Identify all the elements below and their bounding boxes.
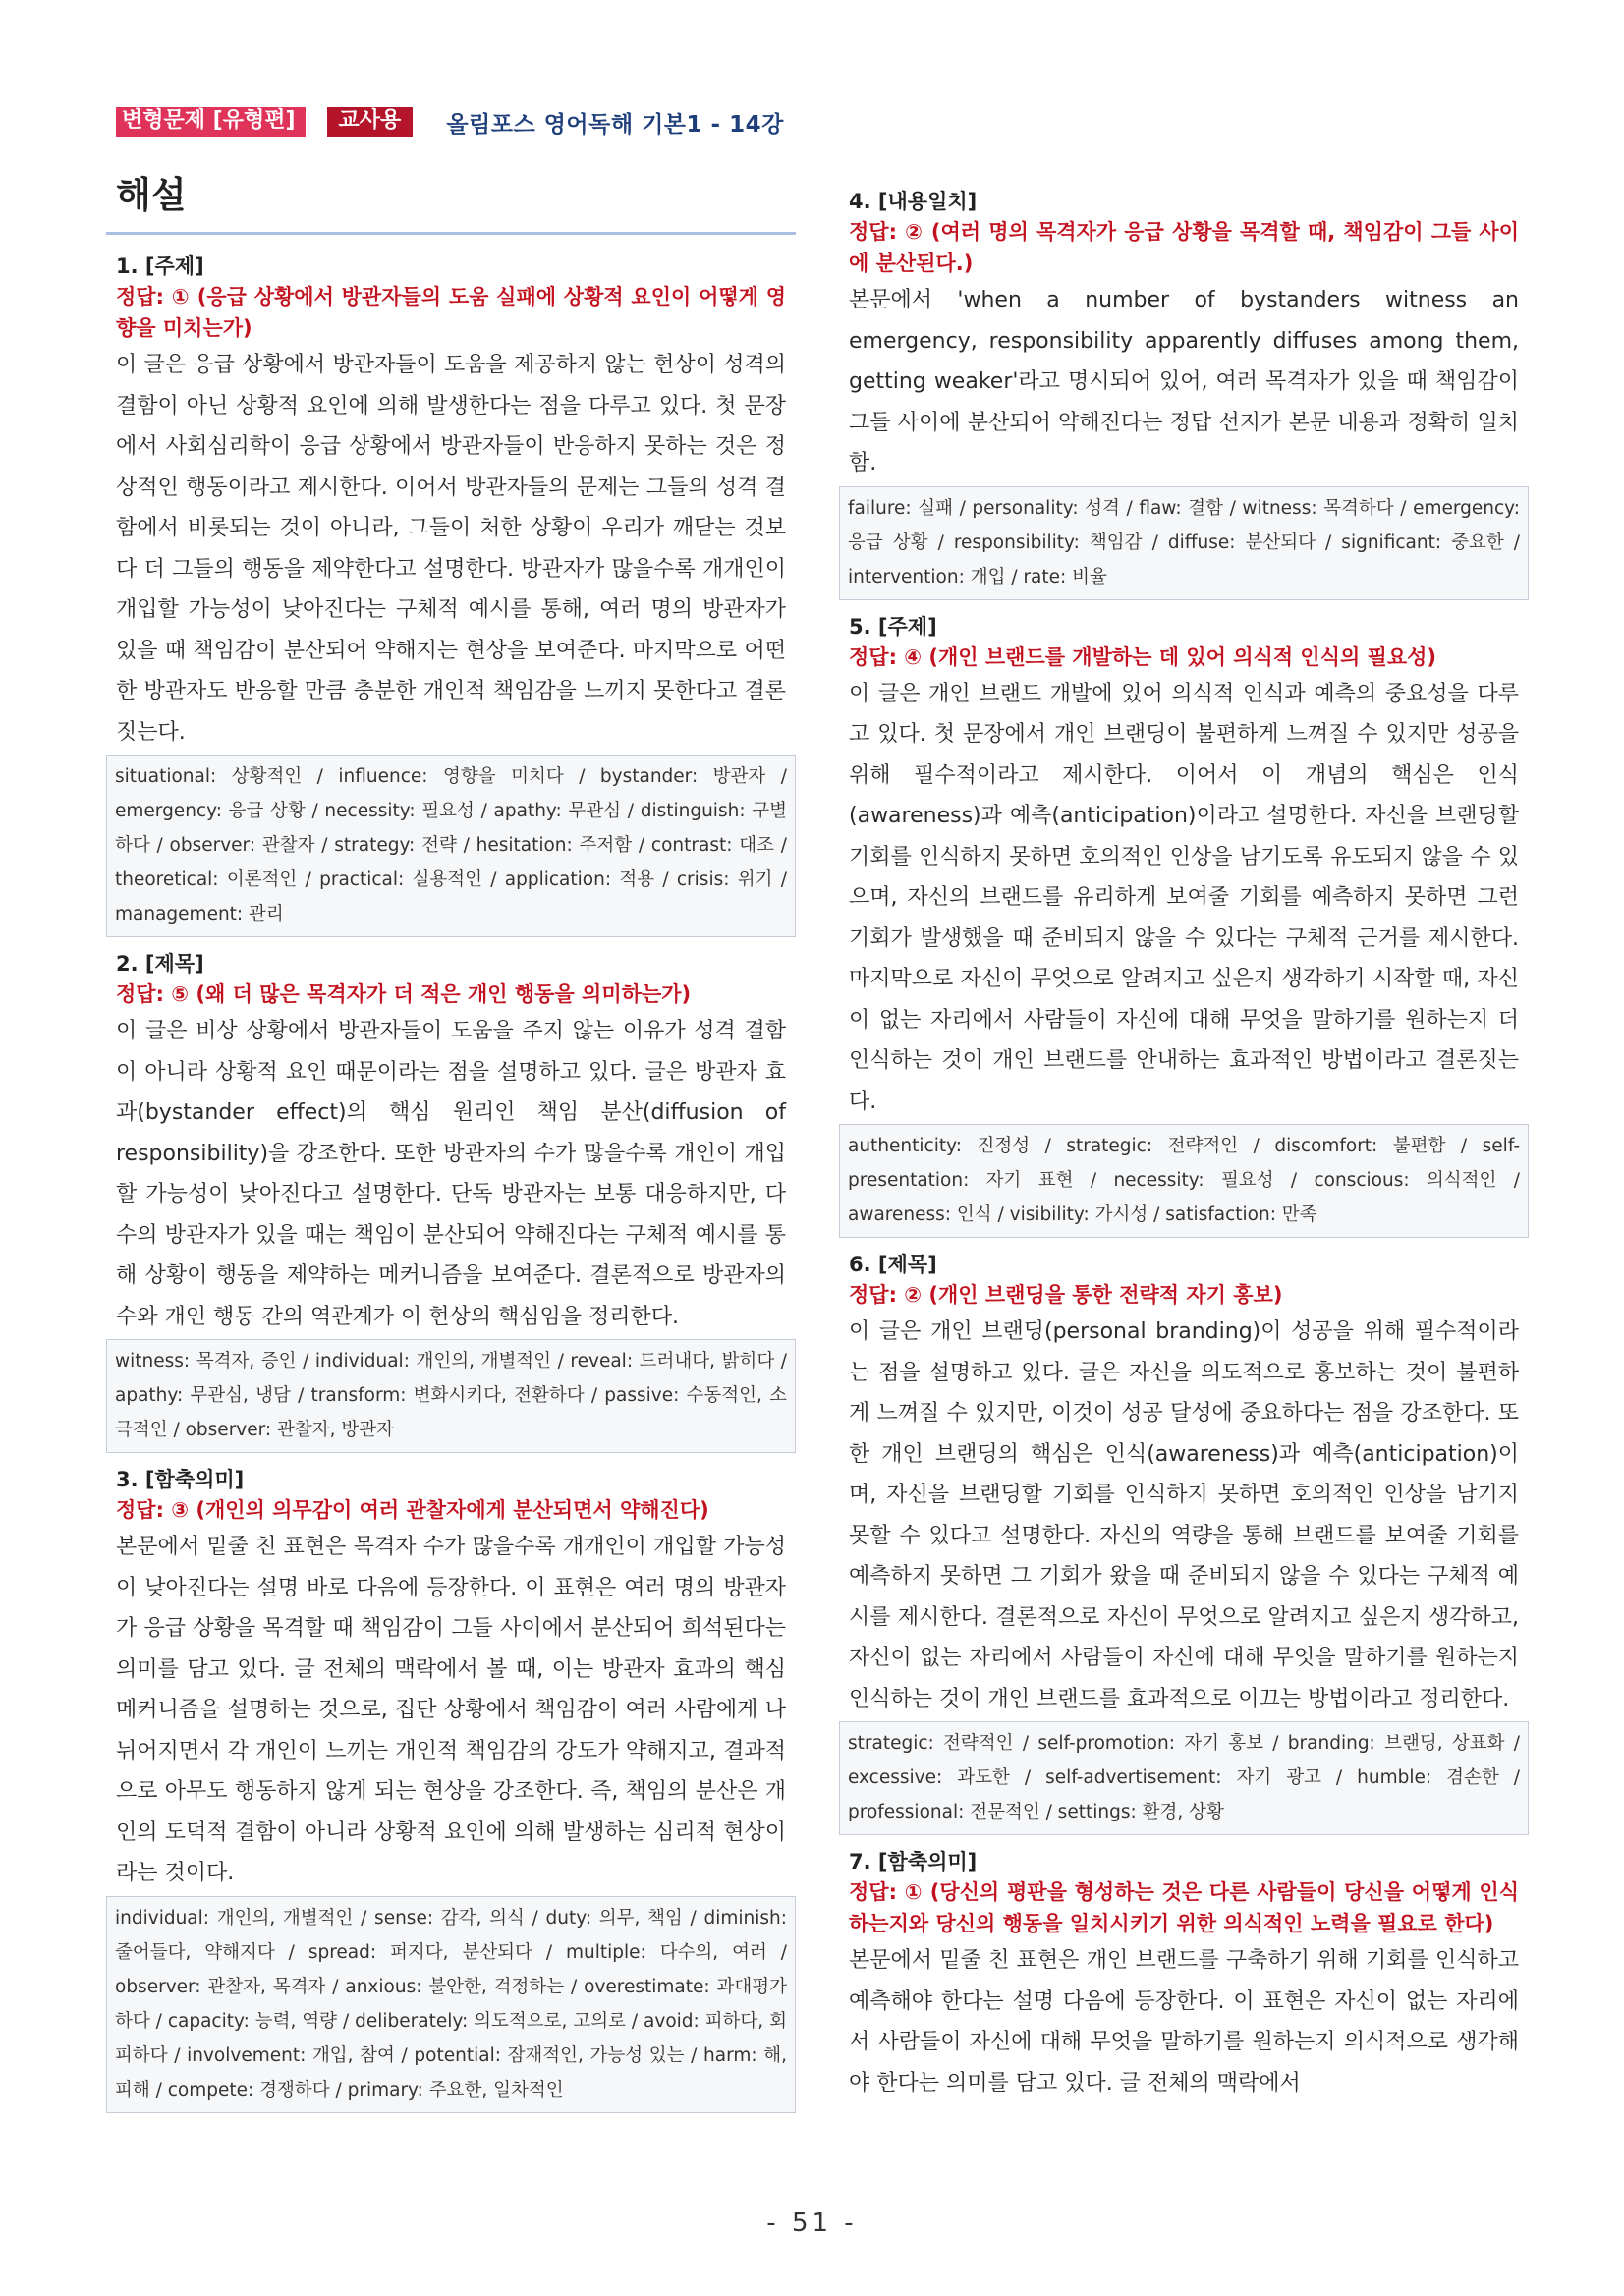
answer-line: 정답: ② (개인 브랜딩을 통한 전략적 자기 홍보) (849, 1283, 1283, 1307)
section-title: 해설 (116, 174, 187, 216)
vocab-box: witness: 목격자, 증인 / individual: 개인의, 개별적인 / reveal: 드러내다, 밝히다 / apathy: 무관심, 냉담 / transform: 변화시키다, 전환하다 / passive: 수동적인, 소극적인 / observer: 관찰자, 방관자 (106, 1339, 796, 1453)
vocab-box: individual: 개인의, 개별적인 / sense: 감각, 의식 / duty: 의무, 책임 / diminish: 줄어들다, 약해지다 / spread: 퍼지다, 분산되다 / multiple: 다수의, 여러 / observer: 관찰자, 목격자 / anxious: 불안한, 걱정하는 / overestimate: 과대평가하다 / capacity: 능력, 역량 / deliberately: 의도적으로, 고의로 / avoid: 피하다, 회피하다 / involvement: 개입, 참여 / potential: 잠재적인, 가능성 있는 / harm: 해, 피해 / compete: 경쟁하다 / primary: 주요한, 일차적인 (106, 1896, 796, 2113)
vocab-box: authenticity: 진정성 / strategic: 전략적인 / discomfort: 불편함 / self-presentation: 자기 표현 / necessity: 필요성 / conscious: 의식적인 / awareness: 인식 / visibility: 가시성 / satisfaction: 만족 (839, 1124, 1529, 1238)
course-title: 올림포스 영어독해 기본1 - 14강 (446, 111, 784, 138)
vocab-box: situational: 상황적인 / influence: 영향을 미치다 / bystander: 방관자 / emergency: 응급 상황 / necessity: 필요성 / apathy: 무관심 / distinguish: 구별하다 / observer: 관찰자 / strategy: 전략 / hesitation: 주저함 / contrast: 대조 / theoretical: 이론적인 / practical: 실용적인 / application: 적용 / crisis: 위기 / management: 관리 (106, 755, 796, 937)
right-column (849, 187, 1519, 2115)
explanation-text: 이 글은 개인 브랜딩(personal branding)이 성공을 위해 필수적이라는 점을 설명하고 있다. 글은 자신을 의도적으로 홍보하는 것이 불편하게 느껴질 수 있지만, 이것이 성공 달성에 중요하다는 점을 강조한다. 또한 개인 브랜딩의 핵심은 인식(awareness)과 예측(anticipation)이며, 자신을 브랜딩할 기회를 인식하지 못하면 호의적인 인상을 남기지 못할 수 있다고 설명한다. 자신의 역량을 통해 브랜드를 보여줄 기회를 예측하지 못하면 그 기회가 왔을 때 준비되지 않을 수 있다는 구체적 예시를 제시한다. 결론적으로 자신이 무엇으로 알려지고 싶은지 생각하고, 자신이 없는 자리에서 사람들이 자신에 대해 무엇을 말하기를 원하는지 인식하는 것이 개인 브랜드를 효과적으로 이끄는 방법이라고 정리한다. (849, 1319, 1519, 1711)
explanation-text: 이 글은 비상 상황에서 방관자들이 도움을 주지 않는 이유가 성격 결함이 아니라 상황적 요인 때문이라는 점을 설명하고 있다. 글은 방관자 효과(bystander effect)의 핵심 원리인 책임 분산(diffusion of responsibility)을 강조한다. 또한 방관자의 수가 많을수록 개인이 개입할 가능성이 낮아진다고 설명한다. 단독 방관자는 보통 대응하지만, 다수의 방관자가 있을 때는 책임이 분산되어 약해진다는 구체적 예시를 통해 상황이 행동을 제약하는 메커니즘을 보여준다. 결론적으로 방관자의 수와 개인 행동 간의 역관계가 이 현상의 핵심임을 정리한다. (116, 1019, 786, 1329)
question-heading: 7. [함축의미] (849, 1850, 978, 1874)
vocab-box: failure: 실패 / personality: 성격 / flaw: 결함 / witness: 목격하다 / emergency: 응급 상황 / responsibility: 책임감 / diffuse: 분산되다 / significant: 중요한 / intervention: 개입 / rate: 비율 (839, 486, 1529, 600)
title-divider (106, 232, 796, 235)
question-4 (849, 187, 1519, 600)
page-header (116, 106, 784, 138)
explanation-text: 이 글은 응급 상황에서 방관자들이 도움을 제공하지 않는 현상이 성격의 결함이 아닌 상황적 요인에 의해 발생한다는 점을 다루고 있다. 첫 문장에서 사회심리학이 응급 상황에서 방관자들이 반응하지 못하는 것은 정상적인 행동이라고 제시한다. 이어서 방관자들의 문제는 그들의 성격 결함에서 비롯되는 것이 아니라, 그들이 처한 상황이 우리가 깨닫는 것보다 더 그들의 행동을 제약한다고 설명한다. 방관자가 많을수록 개개인이 개입할 가능성이 낮아진다는 구체적 예시를 통해, 여러 명의 방관자가 있을 때 책임감이 분산되어 약해지는 현상을 보여준다. 마지막으로 어떤 한 방관자도 반응할 만큼 충분한 개인적 책임감을 느끼지 못한다고 결론짓는다. (116, 353, 786, 745)
question-heading: 6. [제목] (849, 1253, 937, 1276)
question-heading: 4. [내용일치] (849, 190, 978, 213)
question-heading: 3. [함축의미] (116, 1468, 245, 1491)
answer-line: 정답: ② (여러 명의 목격자가 응급 상황을 목격할 때, 책임감이 그들 사이에 분산된다.) (849, 220, 1519, 275)
type-badge: 변형문제 [유형편] (116, 107, 306, 137)
question-2 (116, 949, 786, 1453)
explanation-text: 본문에서 밑줄 친 표현은 개인 브랜드를 구축하기 위해 기회를 인식하고 예측해야 한다는 설명 다음에 등장한다. 이 표현은 자신이 없는 자리에서 사람들이 자신에 대해 무엇을 말하기를 원하는지 의식적으로 생각해야 한다는 의미를 담고 있다. 글 전체의 맥락에서 (849, 1948, 1519, 2096)
question-3 (116, 1465, 786, 2113)
question-heading: 2. [제목] (116, 952, 204, 976)
explanation-text: 본문에서 밑줄 친 표현은 목격자 수가 많을수록 개개인이 개입할 가능성이 낮아진다는 설명 바로 다음에 등장한다. 이 표현은 여러 명의 방관자가 응급 상황을 목격할 때 책임감이 그들 사이에서 분산되어 희석된다는 의미를 담고 있다. 글 전체의 맥락에서 볼 때, 이는 방관자 효과의 핵심 메커니즘을 설명하는 것으로, 집단 상황에서 책임감이 여러 사람에게 나뉘어지면서 각 개인이 느끼는 개인적 책임감의 강도가 약해지고, 결과적으로 아무도 행동하지 않게 되는 현상을 강조한다. 즉, 책임의 분산은 개인의 도덕적 결함이 아니라 상황적 요인에 의해 발생하는 심리적 현상이라는 것이다. (116, 1535, 786, 1885)
question-7 (849, 1847, 1519, 2103)
question-5 (849, 612, 1519, 1239)
question-heading: 5. [주제] (849, 614, 937, 639)
page-number: - 51 - (766, 2209, 858, 2238)
explanation-text: 이 글은 개인 브랜드 개발에 있어 의식적 인식과 예측의 중요성을 다루고 있다. 첫 문장에서 개인 브랜딩이 불편하게 느껴질 수 있지만 성공을 위해 필수적이라고 제시한다. 이어서 이 개념의 핵심은 인식(awareness)과 예측(anticipation)이라고 설명한다. 자신을 브랜딩할 기회를 인식하지 못하면 호의적인 인상을 남기도록 유도되지 않을 수 있으며, 자신의 브랜드를 유리하게 보여줄 기회를 예측하지 못하면 그런 기회가 발생했을 때 준비되지 않을 수 있다는 구체적 근거를 제시한다. 마지막으로 자신이 무엇으로 알려지고 싶은지 생각하기 시작할 때, 자신이 없는 자리에서 사람들이 자신에 대해 무엇을 말하기를 원하는지 더 인식하는 것이 개인 브랜드를 안내하는 효과적인 방법이라고 결론짓는다. (849, 681, 1519, 1114)
teacher-badge: 교사용 (327, 107, 414, 137)
answer-line: 정답: ① (당신의 평판을 형성하는 것은 다른 사람들이 당신을 어떻게 인식하는지와 당신의 행동을 일치시키기 위한 의식적인 노력을 필요로 한다) (849, 1880, 1519, 1935)
question-heading: 1. [주제] (116, 254, 204, 278)
explanation-text: 본문에서 'when a number of bystanders witness an emergency, responsibility apparently diffuses among them, getting weaker'라고 명시되어 있어, 여러 목격자가 있을 때 책임감이 그들 사이에 분산되어 약해진다는 정답 선지가 본문 내용과 정확히 일치함. (849, 288, 1519, 476)
vocab-box: strategic: 전략적인 / self-promotion: 자기 홍보 / branding: 브랜딩, 상표화 / excessive: 과도한 / self-advertisement: 자기 광고 / humble: 겸손한 / professional: 전문적인 / settings: 환경, 상황 (839, 1721, 1529, 1835)
left-column (116, 252, 786, 2125)
answer-line: 정답: ⑤ (왜 더 많은 목격자가 더 적은 개인 행동을 의미하는가) (116, 982, 692, 1006)
question-1 (116, 252, 786, 937)
question-6 (849, 1250, 1519, 1835)
answer-line: 정답: ① (응급 상황에서 방관자들의 도움 실패에 상황적 요인이 어떻게 영향을 미치는가) (116, 285, 786, 340)
answer-line: 정답: ③ (개인의 의무감이 여러 관찰자에게 분산되면서 약해진다) (116, 1498, 709, 1522)
answer-line: 정답: ④ (개인 브랜드를 개발하는 데 있어 의식적 인식의 필요성) (849, 644, 1437, 669)
